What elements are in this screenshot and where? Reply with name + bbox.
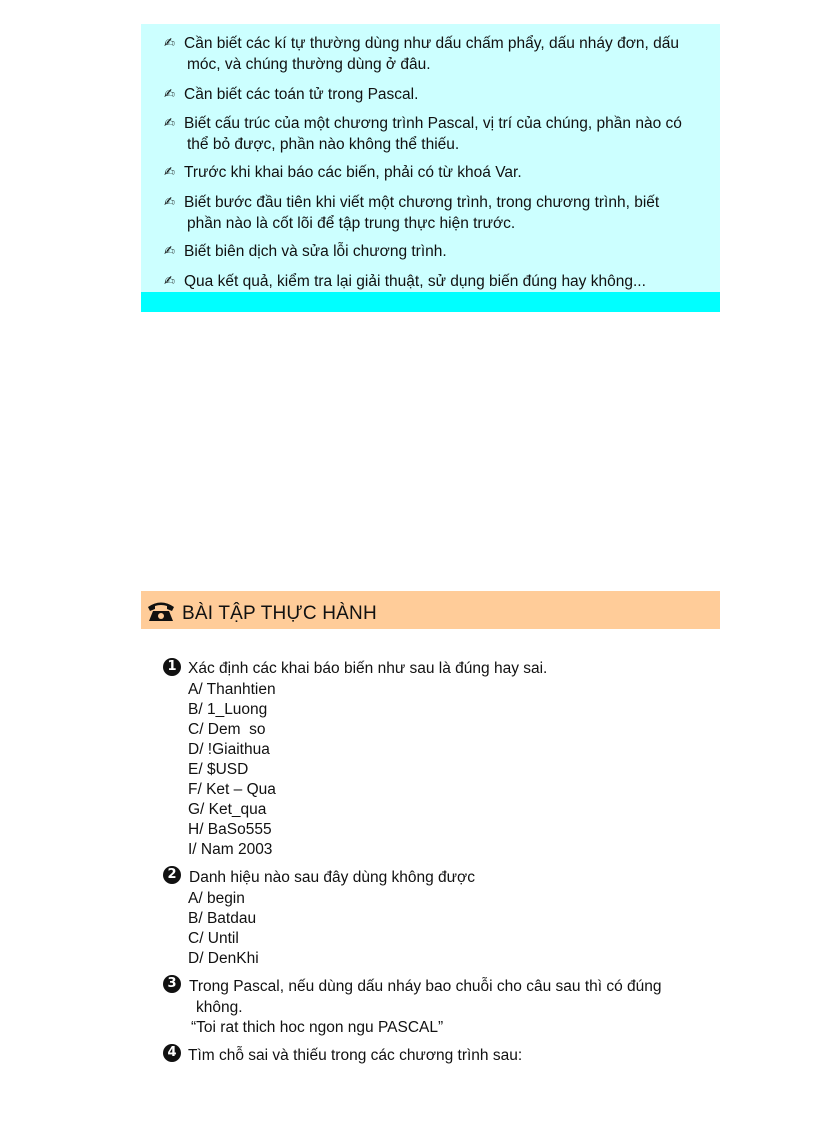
option-item: F/ Ket – Qua bbox=[188, 781, 276, 798]
option-item: A/ begin bbox=[188, 890, 245, 907]
tip-item: ✍ Biết bước đầu tiên khi viết một chương trình, trong chương trình, biết phần nào là cốt lõi để tập trung thực hiện trước. bbox=[164, 191, 717, 234]
tip-item: ✍ Qua kết quả, kiểm tra lại giải thuật, sử dụng biến đúng hay không... bbox=[164, 270, 717, 292]
question-number-4: 4 bbox=[163, 1044, 181, 1062]
quoted-string: “Toi rat thich hoc ngon ngu PASCAL” bbox=[191, 1019, 444, 1036]
option-item: C/ Until bbox=[188, 930, 239, 947]
option-item: B/ Batdau bbox=[188, 910, 257, 927]
option-item: B/ 1_Luong bbox=[188, 701, 268, 718]
pencil-icon: ✍ bbox=[164, 273, 175, 288]
option-item: E/ $USD bbox=[188, 761, 249, 778]
question-number-3: 3 bbox=[163, 975, 181, 993]
tips-box-bottom-bar bbox=[141, 292, 720, 312]
tip-item: ✍ Cần biết các toán tử trong Pascal. bbox=[164, 83, 717, 105]
question-number-2: 2 bbox=[163, 866, 181, 884]
option-item: H/ BaSo555 bbox=[188, 821, 272, 838]
section-header bbox=[141, 591, 720, 629]
pencil-icon: ✍ bbox=[164, 194, 175, 209]
question-text-3: Trong Pascal, nếu dùng dấu nháy bao chuỗi cho câu sau thì có đúng bbox=[189, 978, 662, 995]
option-item: C/ Dem so bbox=[188, 721, 266, 738]
question-text-4: Tìm chỗ sai và thiếu trong các chương trình sau: bbox=[188, 1047, 523, 1064]
tip-item: ✍ Trước khi khai báo các biến, phải có từ khoá Var. bbox=[164, 161, 717, 183]
question-text-2: Danh hiệu nào sau đây dùng không được bbox=[189, 869, 475, 886]
pencil-icon: ✍ bbox=[164, 164, 175, 179]
question-number-1: 1 bbox=[163, 658, 181, 676]
pencil-icon: ✍ bbox=[164, 115, 175, 130]
option-item: G/ Ket_qua bbox=[188, 801, 267, 818]
tip-item: ✍ Biết biên dịch và sửa lỗi chương trình. bbox=[164, 240, 717, 262]
tips-box bbox=[141, 24, 720, 312]
option-item: D/ !Giaithua bbox=[188, 741, 270, 758]
tip-item: ✍ Cần biết các kí tự thường dùng như dấu chấm phẩy, dấu nháy đơn, dấu móc, và chúng thường dùng ở đâu. bbox=[164, 32, 717, 75]
telephone-icon bbox=[146, 599, 176, 623]
question-text-1: Xác định các khai báo biến như sau là đúng hay sai. bbox=[188, 660, 548, 677]
tip-item: ✍ Biết cấu trúc của một chương trình Pascal, vị trí của chúng, phần nào có thể bỏ được, phần nào không thể thiếu. bbox=[164, 112, 717, 155]
question-text-3-cont: không. bbox=[196, 999, 243, 1016]
option-item: A/ Thanhtien bbox=[188, 681, 276, 698]
section-title: BÀI TẬP THỰC HÀNH bbox=[182, 603, 377, 624]
pencil-icon: ✍ bbox=[164, 243, 175, 258]
pencil-icon: ✍ bbox=[164, 35, 175, 50]
option-item: D/ DenKhi bbox=[188, 950, 259, 967]
pencil-icon: ✍ bbox=[164, 86, 175, 101]
option-item: I/ Nam 2003 bbox=[188, 841, 273, 858]
